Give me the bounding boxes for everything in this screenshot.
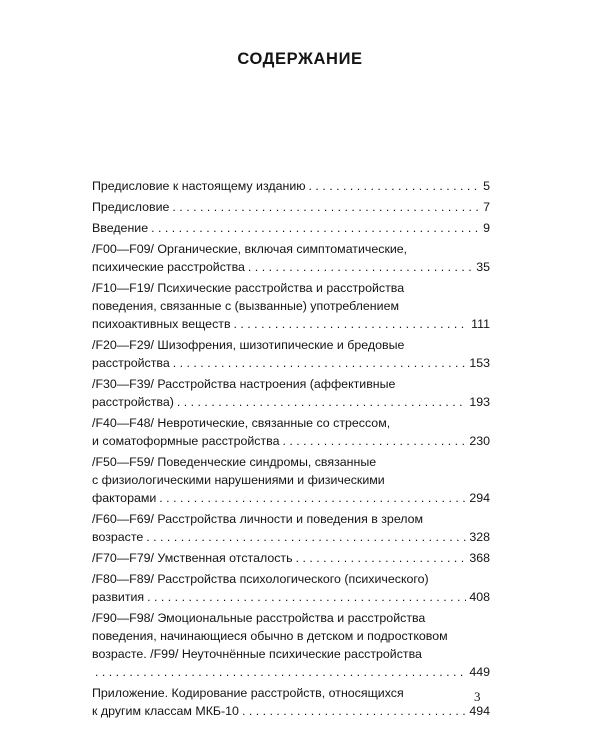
dot-leader (296, 549, 467, 567)
toc-entry (92, 609, 490, 681)
toc-page-number: 408 (469, 590, 490, 604)
toc-entry-text: к другим классам МКБ-10 (92, 704, 239, 718)
toc-entry-text: с физиологическими нарушениями и физическими (92, 473, 385, 487)
toc-entry-text: /F80—F89/ Расстройства психологического (психического) (92, 572, 429, 586)
toc-entry (92, 375, 490, 411)
toc-entry (92, 570, 490, 606)
toc-entry-text: возрасте. /F99/ Неуточнённые психические расстройства (92, 647, 422, 661)
toc-page-number: 368 (469, 551, 490, 565)
toc-entry-last-line (92, 315, 490, 333)
toc-entry-text: факторами (92, 491, 157, 505)
dot-leader (177, 393, 466, 411)
toc-entry-text: и соматоформные расстройства (92, 434, 280, 448)
toc-entry-text: Предисловие (92, 200, 170, 214)
dot-leader (248, 258, 473, 276)
toc-entry-text: /F90—F98/ Эмоциональные расстройства и расстройства (92, 611, 426, 625)
toc-entry-last-line (92, 258, 490, 276)
toc-page-number: 153 (469, 356, 490, 370)
toc-entry-text: возрасте (92, 530, 144, 544)
toc-entry-last-line (92, 489, 490, 507)
toc-entry (92, 684, 490, 720)
toc-page-number: 5 (483, 179, 490, 193)
toc-entry-last-line (92, 432, 490, 450)
toc-entry (92, 177, 490, 195)
toc-page-number: 111 (471, 317, 490, 331)
dot-leader (146, 528, 466, 546)
toc-entry-text: /F40—F48/ Невротические, связанные со стрессом, (92, 416, 391, 430)
toc-entry-text: /F10—F19/ Психические расстройства и расстройства (92, 281, 405, 295)
toc-entry (92, 219, 490, 237)
toc-entry-text: психоактивных веществ (92, 317, 231, 331)
dot-leader (173, 354, 467, 372)
toc-entry-text: /F20—F29/ Шизофрения, шизотипические и бредовые (92, 338, 405, 352)
toc-entry-last-line (92, 549, 490, 567)
dot-leader (95, 663, 466, 681)
toc-entry (92, 549, 490, 567)
toc-entry-last-line (92, 702, 490, 720)
toc-entry-text: /F00—F09/ Органические, включая симптоматические, (92, 242, 408, 256)
toc-page-number: 494 (469, 704, 490, 718)
toc-entry (92, 453, 490, 507)
page-title: СОДЕРЖАНИЕ (237, 50, 363, 68)
toc-page-number: 35 (476, 260, 490, 274)
toc-entry-text: расстройства (92, 356, 170, 370)
toc-entry-text: Приложение. Кодирование расстройств, относящихся (92, 686, 404, 700)
dot-leader (151, 219, 480, 237)
dot-leader (159, 489, 466, 507)
toc-entry-last-line (92, 393, 490, 411)
toc-entry-last-line (92, 198, 490, 216)
toc-entry-text: поведения, начинающиеся обычно в детском и подростковом (92, 629, 448, 643)
toc-entry-text: Предисловие к настоящему изданию (92, 179, 306, 193)
toc-entry-text: /F60—F69/ Расстройства личности и поведения в зрелом (92, 512, 424, 526)
toc-entry-text: /F50—F59/ Поведенческие синдромы, связанные (92, 455, 377, 469)
toc-entry-last-line (92, 663, 490, 681)
toc-page-number: 294 (469, 491, 490, 505)
dot-leader (309, 177, 481, 195)
toc-entry (92, 279, 490, 333)
dot-leader (283, 432, 467, 450)
toc-page-number: 328 (469, 530, 490, 544)
toc-entry-last-line (92, 528, 490, 546)
toc-entry-last-line (92, 177, 490, 195)
toc-entry-text: расстройства) (92, 395, 174, 409)
toc-entry (92, 240, 490, 276)
toc-page-number: 9 (483, 221, 490, 235)
dot-leader (147, 588, 466, 606)
toc-entry-last-line (92, 354, 490, 372)
toc-page-number: 7 (483, 200, 490, 214)
toc-entry (92, 414, 490, 450)
table-of-contents (92, 177, 490, 723)
toc-entry-text: психические расстройства (92, 260, 245, 274)
toc-entry-text: Введение (92, 221, 149, 235)
toc-entry (92, 336, 490, 372)
toc-entry-text: /F30—F39/ Расстройства настроения (аффективные (92, 377, 396, 391)
toc-entry-text: развития (92, 590, 145, 604)
toc-page-number: 449 (469, 665, 490, 679)
toc-entry-last-line (92, 219, 490, 237)
toc-entry-last-line (92, 588, 490, 606)
toc-entry-text: поведения, связанные с (вызванные) употреблением (92, 299, 399, 313)
dot-leader (242, 702, 466, 720)
toc-entry-text: /F70—F79/ Умственная отсталость (92, 551, 293, 565)
toc-entry (92, 198, 490, 216)
page-number: 3 (474, 689, 481, 704)
toc-entry (92, 510, 490, 546)
toc-page-number: 230 (469, 434, 490, 448)
dot-leader (172, 198, 480, 216)
toc-page-number: 193 (469, 395, 490, 409)
dot-leader (234, 315, 469, 333)
